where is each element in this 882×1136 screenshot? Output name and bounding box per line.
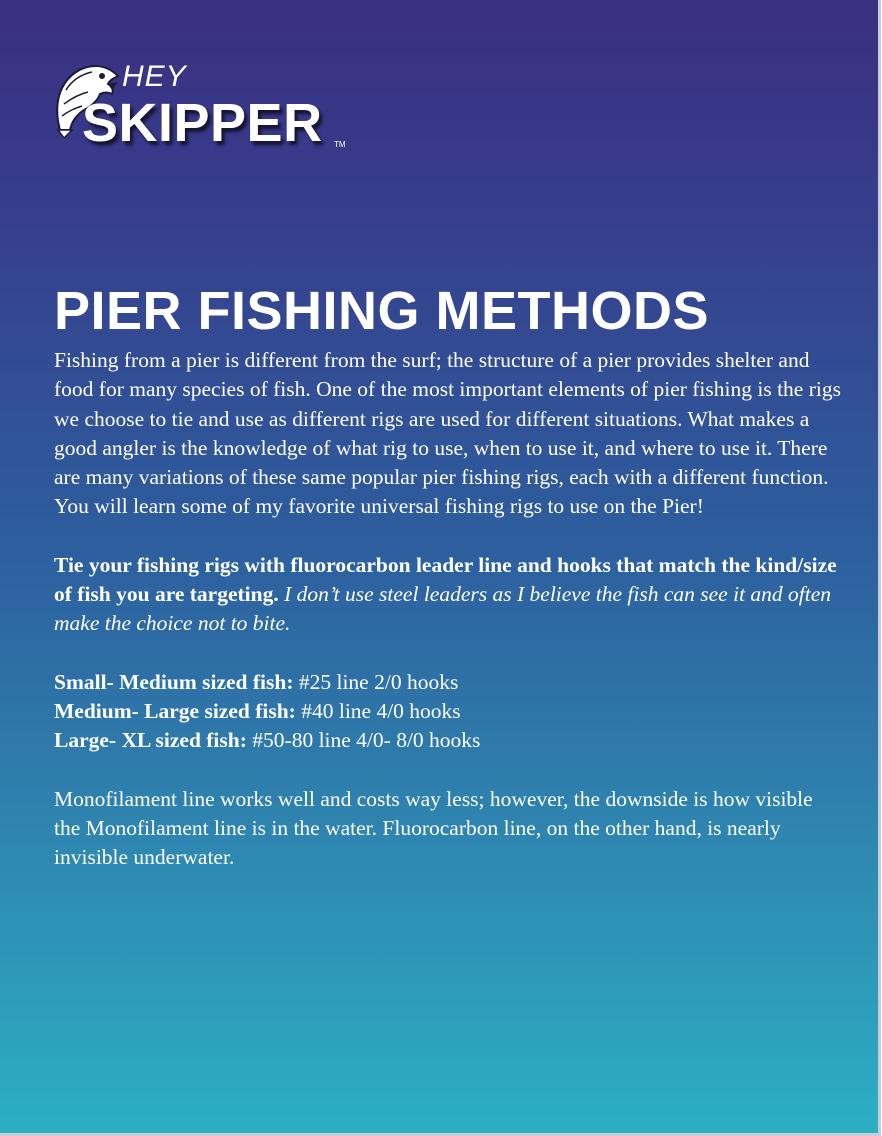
hey-skipper-logo (52, 56, 372, 166)
size-value: #25 line 2/0 hooks (298, 669, 459, 694)
size-value: #50-80 line 4/0- 8/0 hooks (252, 728, 481, 753)
tip-italic-text: I don’t use steel leaders as I believe the fish can see it and often make the choice not to bite. (54, 582, 832, 636)
intro-paragraph: Fishing from a pier is different from the surf; the structure of a pier provides shelter and food for many species of fish. One of the most important elements of pier fishing is the rigs we choose to tie and use as different rigs are used for different situations. What makes a good angler is the knowledge of what rig to use, when to use it, and where to use it. There are many variations of these same popular pier fishing rigs, each with a different function. You will learn some of my favorite universal fishing rigs to use on the Pier! (54, 348, 841, 519)
list-item (54, 726, 844, 755)
size-label: Small- Medium sized fish: (54, 669, 294, 694)
logo-skipper-text: SKIPPER (82, 93, 323, 153)
size-value: #40 line 4/0 hooks (301, 698, 461, 723)
size-label: Large- XL sized fish: (54, 728, 247, 753)
trademark-mark: TM (334, 140, 346, 149)
hook-size-list (54, 668, 844, 756)
size-label: Medium- Large sized fish: (54, 698, 296, 723)
logo-hey-text: HEY (122, 60, 187, 93)
list-item (54, 697, 844, 726)
tip-paragraph (54, 551, 844, 639)
page-title: PIER FISHING METHODS (54, 281, 710, 341)
outro-paragraph: Monofilament line works well and costs way less; however, the downside is how visible the Monofilament line is in the water. Fluorocarbon line, on the other hand, is nearly invisible underwater. (54, 786, 813, 870)
body-content (54, 346, 844, 872)
list-item (54, 668, 844, 697)
tip-bold-text: Tie your fishing rigs with fluorocarbon leader line and hooks that match the kind/size of fish you are targeting. (54, 552, 837, 607)
